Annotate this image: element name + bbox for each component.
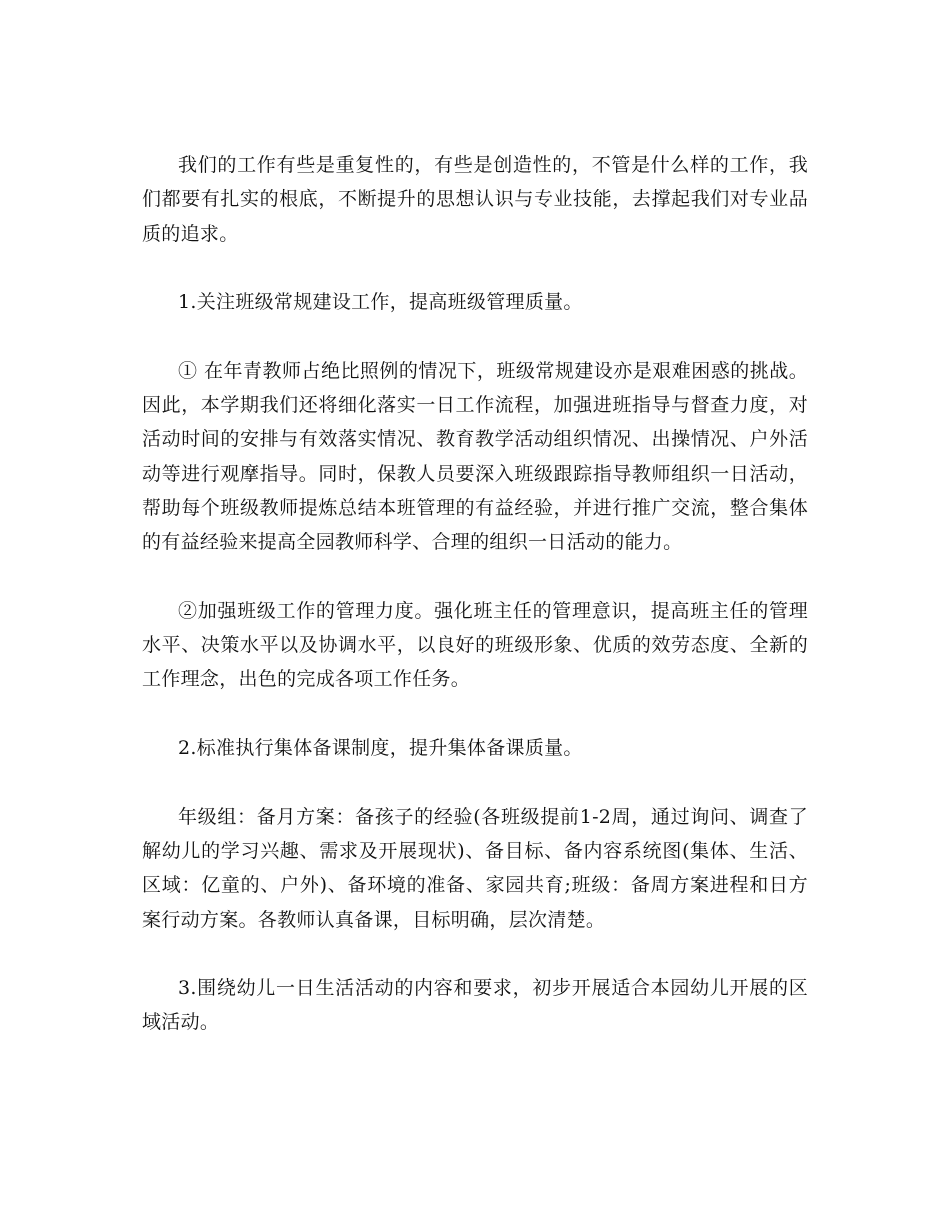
subsection-paragraph-2: ②加强班级工作的管理力度。强化班主任的管理意识，提高班主任的管理水平、决策水平以及协调水平，以良好的班级形象、优质的效劳态度、全新的工作理念，出色的完成各项工作任务。 [142,599,808,691]
section-heading-2: 2.标准执行集体备课制度，提升集体备课质量。 [178,737,583,760]
grade-group-paragraph: 年级组：备月方案：备孩子的经验(各班级提前1-2周，通过询问、调查了解幼儿的学习兴趣、需求及开展现状)、备目标、备内容系统图(集体、生活、区域：亿童的、户外)、备环境的准备、家园共育;班级：备周方案进程和日方案行动方案。各教师认真备课，目标明确，层次清楚。 [142,805,808,931]
subsection-paragraph-1: ① 在年青教师占绝比照例的情况下，班级常规建设亦是艰难困惑的挑战。因此，本学期我们还将细化落实一日工作流程，加强进班指导与督查力度，对活动时间的安排与有效落实情况、教育教学活动组织情况、出操情况、户外活动等进行观摩指导。同时，保教人员要深入班级跟踪指导教师组织一日活动，帮助每个班级教师提炼总结本班管理的有益经验，并进行推广交流，整合集体的有益经验来提高全园教师科学、合理的组织一日活动的能力。 [142,359,808,554]
intro-paragraph: 我们的工作有些是重复性的，有些是创造性的，不管是什么样的工作，我们都要有扎实的根底，不断提升的思想认识与专业技能，去撑起我们对专业品质的追求。 [142,154,808,245]
section-heading-1: 1.关注班级常规建设工作，提高班级管理质量。 [178,291,583,314]
document-body [142,148,808,1040]
section-heading-3: 3.围绕幼儿一日生活活动的内容和要求，初步开展适合本园幼儿开展的区域活动。 [142,977,808,1034]
